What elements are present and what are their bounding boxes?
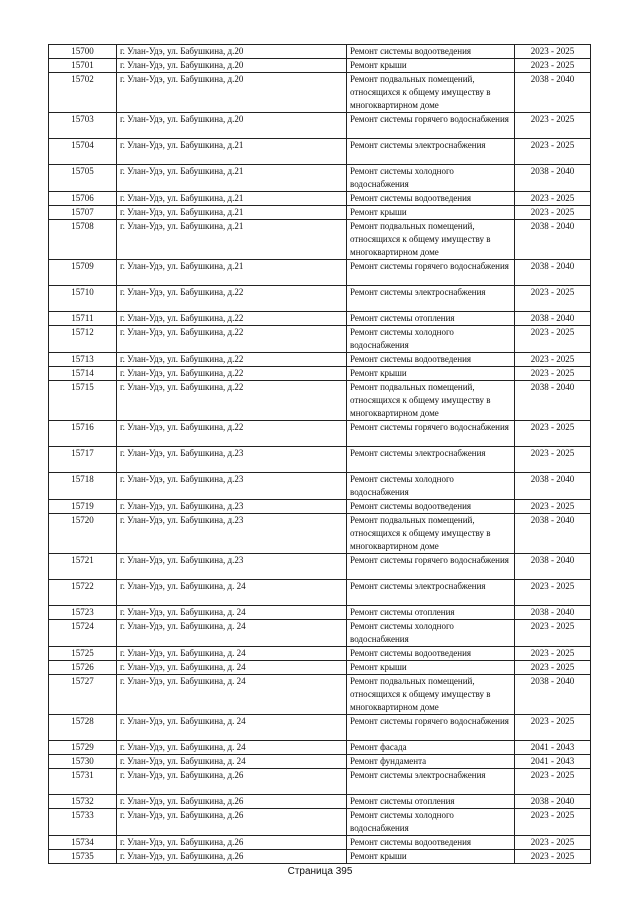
row-number: 15731 [49, 769, 117, 795]
table-row [49, 381, 591, 421]
address-cell: г. Улан-Удэ, ул. Бабушкина, д.22 [117, 381, 347, 421]
table-row [49, 647, 591, 661]
row-number: 15711 [49, 312, 117, 326]
period-cell: 2038 - 2040 [515, 473, 591, 500]
period-cell: 2023 - 2025 [515, 836, 591, 850]
address-cell: г. Улан-Удэ, ул. Бабушкина, д.22 [117, 286, 347, 312]
table-row [49, 73, 591, 113]
row-number: 15704 [49, 139, 117, 165]
work-type-cell: Ремонт системы водоотведения [347, 192, 515, 206]
period-cell: 2023 - 2025 [515, 850, 591, 864]
period-cell: 2023 - 2025 [515, 206, 591, 220]
address-cell: г. Улан-Удэ, ул. Бабушкина, д.20 [117, 59, 347, 73]
work-type-cell: Ремонт системы электроснабжения [347, 139, 515, 165]
address-cell: г. Улан-Удэ, ул. Бабушкина, д.26 [117, 769, 347, 795]
work-type-cell: Ремонт системы электроснабжения [347, 580, 515, 606]
row-number: 15712 [49, 326, 117, 353]
address-cell: г. Улан-Удэ, ул. Бабушкина, д.21 [117, 139, 347, 165]
table-row [49, 59, 591, 73]
work-type-cell: Ремонт крыши [347, 59, 515, 73]
table-row [49, 809, 591, 836]
period-cell: 2038 - 2040 [515, 514, 591, 554]
period-cell: 2038 - 2040 [515, 73, 591, 113]
period-cell: 2023 - 2025 [515, 661, 591, 675]
address-cell: г. Улан-Удэ, ул. Бабушкина, д. 24 [117, 675, 347, 715]
period-cell: 2038 - 2040 [515, 795, 591, 809]
work-type-cell: Ремонт системы электроснабжения [347, 447, 515, 473]
address-cell: г. Улан-Удэ, ул. Бабушкина, д. 24 [117, 661, 347, 675]
row-number: 15733 [49, 809, 117, 836]
repair-schedule-table [48, 44, 591, 864]
row-number: 15710 [49, 286, 117, 312]
row-number: 15725 [49, 647, 117, 661]
work-type-cell: Ремонт системы горячего водоснабжения [347, 260, 515, 286]
address-cell: г. Улан-Удэ, ул. Бабушкина, д.23 [117, 514, 347, 554]
work-type-cell: Ремонт системы холодного водоснабжения [347, 165, 515, 192]
work-type-cell: Ремонт подвальных помещений, относящихся к общему имуществу в многоквартирном доме [347, 675, 515, 715]
work-type-cell: Ремонт системы холодного водоснабжения [347, 326, 515, 353]
period-cell: 2023 - 2025 [515, 286, 591, 312]
period-cell: 2038 - 2040 [515, 381, 591, 421]
table-row [49, 312, 591, 326]
work-type-cell: Ремонт системы горячего водоснабжения [347, 421, 515, 447]
page-number: Страница 395 [287, 866, 353, 877]
address-cell: г. Улан-Удэ, ул. Бабушкина, д. 24 [117, 606, 347, 620]
work-type-cell: Ремонт системы водоотведения [347, 836, 515, 850]
address-cell: г. Улан-Удэ, ул. Бабушкина, д.20 [117, 113, 347, 139]
row-number: 15709 [49, 260, 117, 286]
work-type-cell: Ремонт системы электроснабжения [347, 286, 515, 312]
address-cell: г. Улан-Удэ, ул. Бабушкина, д.21 [117, 165, 347, 192]
work-type-cell: Ремонт системы холодного водоснабжения [347, 620, 515, 647]
address-cell: г. Улан-Удэ, ул. Бабушкина, д. 24 [117, 755, 347, 769]
table-row [49, 795, 591, 809]
period-cell: 2023 - 2025 [515, 580, 591, 606]
row-number: 15720 [49, 514, 117, 554]
period-cell: 2038 - 2040 [515, 165, 591, 192]
row-number: 15706 [49, 192, 117, 206]
table-row [49, 514, 591, 554]
address-cell: г. Улан-Удэ, ул. Бабушкина, д.23 [117, 554, 347, 580]
row-number: 15727 [49, 675, 117, 715]
row-number: 15721 [49, 554, 117, 580]
table-row [49, 139, 591, 165]
row-number: 15732 [49, 795, 117, 809]
address-cell: г. Улан-Удэ, ул. Бабушкина, д.22 [117, 367, 347, 381]
work-type-cell: Ремонт фасада [347, 741, 515, 755]
work-type-cell: Ремонт системы отопления [347, 312, 515, 326]
address-cell: г. Улан-Удэ, ул. Бабушкина, д.22 [117, 312, 347, 326]
work-type-cell: Ремонт крыши [347, 850, 515, 864]
work-type-cell: Ремонт крыши [347, 206, 515, 220]
address-cell: г. Улан-Удэ, ул. Бабушкина, д.23 [117, 473, 347, 500]
row-number: 15734 [49, 836, 117, 850]
period-cell: 2038 - 2040 [515, 675, 591, 715]
work-type-cell: Ремонт системы водоотведения [347, 647, 515, 661]
table-row [49, 675, 591, 715]
address-cell: г. Улан-Удэ, ул. Бабушкина, д. 24 [117, 741, 347, 755]
table-row [49, 500, 591, 514]
address-cell: г. Улан-Удэ, ул. Бабушкина, д.26 [117, 795, 347, 809]
row-number: 15722 [49, 580, 117, 606]
period-cell: 2038 - 2040 [515, 260, 591, 286]
address-cell: г. Улан-Удэ, ул. Бабушкина, д.21 [117, 260, 347, 286]
period-cell: 2041 - 2043 [515, 755, 591, 769]
period-cell: 2023 - 2025 [515, 139, 591, 165]
row-number: 15700 [49, 45, 117, 59]
period-cell: 2023 - 2025 [515, 45, 591, 59]
work-type-cell: Ремонт системы отопления [347, 795, 515, 809]
table-row [49, 286, 591, 312]
table-row [49, 715, 591, 741]
address-cell: г. Улан-Удэ, ул. Бабушкина, д.23 [117, 447, 347, 473]
table-row [49, 326, 591, 353]
work-type-cell: Ремонт системы холодного водоснабжения [347, 809, 515, 836]
row-number: 15707 [49, 206, 117, 220]
work-type-cell: Ремонт подвальных помещений, относящихся к общему имуществу в многоквартирном доме [347, 220, 515, 260]
address-cell: г. Улан-Удэ, ул. Бабушкина, д.20 [117, 73, 347, 113]
row-number: 15714 [49, 367, 117, 381]
row-number: 15723 [49, 606, 117, 620]
address-cell: г. Улан-Удэ, ул. Бабушкина, д.20 [117, 45, 347, 59]
table-row [49, 836, 591, 850]
table-row [49, 220, 591, 260]
work-type-cell: Ремонт системы электроснабжения [347, 769, 515, 795]
address-cell: г. Улан-Удэ, ул. Бабушкина, д.21 [117, 192, 347, 206]
address-cell: г. Улан-Удэ, ул. Бабушкина, д.22 [117, 421, 347, 447]
period-cell: 2023 - 2025 [515, 59, 591, 73]
work-type-cell: Ремонт подвальных помещений, относящихся к общему имуществу в многоквартирном доме [347, 381, 515, 421]
row-number: 15730 [49, 755, 117, 769]
row-number: 15715 [49, 381, 117, 421]
work-type-cell: Ремонт фундамента [347, 755, 515, 769]
table-row [49, 421, 591, 447]
table-row [49, 741, 591, 755]
table-row [49, 206, 591, 220]
table-row [49, 769, 591, 795]
work-type-cell: Ремонт подвальных помещений, относящихся к общему имуществу в многоквартирном доме [347, 514, 515, 554]
row-number: 15703 [49, 113, 117, 139]
row-number: 15724 [49, 620, 117, 647]
table-row [49, 580, 591, 606]
address-cell: г. Улан-Удэ, ул. Бабушкина, д.21 [117, 206, 347, 220]
table-row [49, 113, 591, 139]
work-type-cell: Ремонт системы горячего водоснабжения [347, 715, 515, 741]
address-cell: г. Улан-Удэ, ул. Бабушкина, д.26 [117, 809, 347, 836]
work-type-cell: Ремонт системы отопления [347, 606, 515, 620]
period-cell: 2023 - 2025 [515, 113, 591, 139]
table-row [49, 165, 591, 192]
row-number: 15728 [49, 715, 117, 741]
address-cell: г. Улан-Удэ, ул. Бабушкина, д.26 [117, 836, 347, 850]
table-row [49, 447, 591, 473]
row-number: 15718 [49, 473, 117, 500]
work-type-cell: Ремонт системы водоотведения [347, 45, 515, 59]
row-number: 15735 [49, 850, 117, 864]
period-cell: 2023 - 2025 [515, 353, 591, 367]
period-cell: 2023 - 2025 [515, 447, 591, 473]
table-row [49, 755, 591, 769]
address-cell: г. Улан-Удэ, ул. Бабушкина, д.23 [117, 500, 347, 514]
work-type-cell: Ремонт системы водоотведения [347, 353, 515, 367]
table-row [49, 620, 591, 647]
period-cell: 2038 - 2040 [515, 220, 591, 260]
work-type-cell: Ремонт системы холодного водоснабжения [347, 473, 515, 500]
address-cell: г. Улан-Удэ, ул. Бабушкина, д. 24 [117, 715, 347, 741]
period-cell: 2038 - 2040 [515, 554, 591, 580]
table-row [49, 850, 591, 864]
work-type-cell: Ремонт системы горячего водоснабжения [347, 554, 515, 580]
table-row [49, 554, 591, 580]
row-number: 15702 [49, 73, 117, 113]
address-cell: г. Улан-Удэ, ул. Бабушкина, д. 24 [117, 620, 347, 647]
period-cell: 2023 - 2025 [515, 367, 591, 381]
address-cell: г. Улан-Удэ, ул. Бабушкина, д.22 [117, 326, 347, 353]
period-cell: 2038 - 2040 [515, 606, 591, 620]
work-type-cell: Ремонт подвальных помещений, относящихся к общему имуществу в многоквартирном доме [347, 73, 515, 113]
table-row [49, 661, 591, 675]
period-cell: 2023 - 2025 [515, 500, 591, 514]
row-number: 15716 [49, 421, 117, 447]
period-cell: 2023 - 2025 [515, 620, 591, 647]
address-cell: г. Улан-Удэ, ул. Бабушкина, д. 24 [117, 647, 347, 661]
table-row [49, 192, 591, 206]
address-cell: г. Улан-Удэ, ул. Бабушкина, д. 24 [117, 580, 347, 606]
row-number: 15726 [49, 661, 117, 675]
table-body [49, 45, 591, 864]
address-cell: г. Улан-Удэ, ул. Бабушкина, д.22 [117, 353, 347, 367]
period-cell: 2023 - 2025 [515, 421, 591, 447]
period-cell: 2023 - 2025 [515, 715, 591, 741]
address-cell: г. Улан-Удэ, ул. Бабушкина, д.26 [117, 850, 347, 864]
table-row [49, 367, 591, 381]
row-number: 15729 [49, 741, 117, 755]
work-type-cell: Ремонт крыши [347, 661, 515, 675]
row-number: 15713 [49, 353, 117, 367]
period-cell: 2023 - 2025 [515, 326, 591, 353]
table-row [49, 260, 591, 286]
table-row [49, 353, 591, 367]
row-number: 15701 [49, 59, 117, 73]
address-cell: г. Улан-Удэ, ул. Бабушкина, д.21 [117, 220, 347, 260]
period-cell: 2023 - 2025 [515, 809, 591, 836]
table-row [49, 473, 591, 500]
table-row [49, 45, 591, 59]
period-cell: 2023 - 2025 [515, 192, 591, 206]
period-cell: 2038 - 2040 [515, 312, 591, 326]
period-cell: 2041 - 2043 [515, 741, 591, 755]
table-row [49, 606, 591, 620]
row-number: 15708 [49, 220, 117, 260]
period-cell: 2023 - 2025 [515, 647, 591, 661]
work-type-cell: Ремонт системы горячего водоснабжения [347, 113, 515, 139]
work-type-cell: Ремонт крыши [347, 367, 515, 381]
period-cell: 2023 - 2025 [515, 769, 591, 795]
row-number: 15719 [49, 500, 117, 514]
row-number: 15705 [49, 165, 117, 192]
work-type-cell: Ремонт системы водоотведения [347, 500, 515, 514]
row-number: 15717 [49, 447, 117, 473]
